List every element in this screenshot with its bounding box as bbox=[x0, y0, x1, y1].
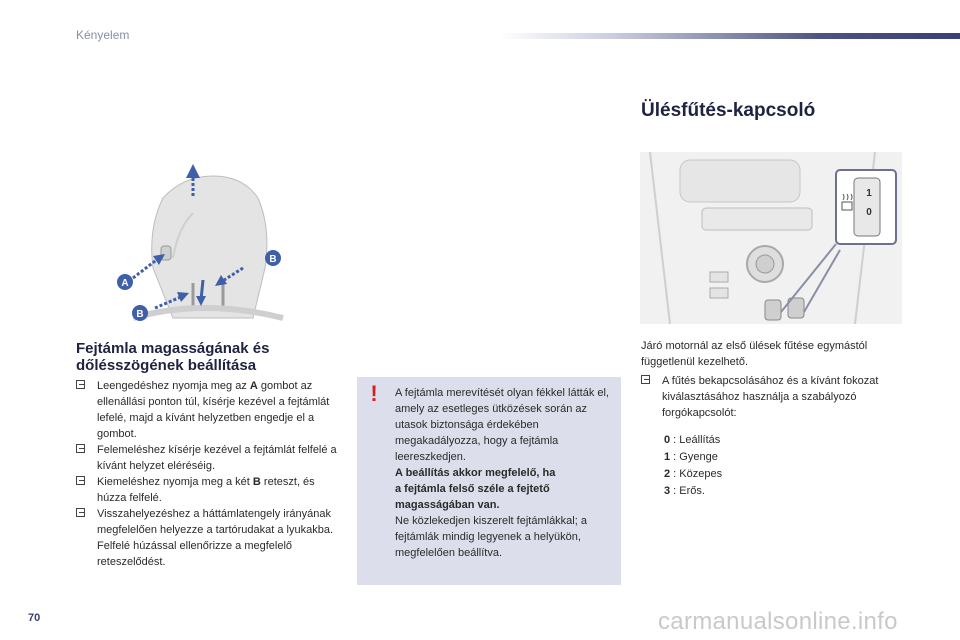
bullet-bold: A bbox=[249, 380, 258, 392]
label-b-text-right: B bbox=[269, 254, 277, 265]
bullet-text-end: reteszt, és húzza felfelé. bbox=[97, 476, 315, 504]
warning-outro: Ne közlekedjen kiszerelt fejtámlákkal; a fejtámlák mindig legyenek a helyükön, megfelelően beállítva. bbox=[395, 515, 587, 559]
warning-icon: ! bbox=[370, 381, 378, 406]
switch-mark-1: 1 bbox=[866, 188, 872, 199]
bullet-icon bbox=[76, 507, 85, 517]
label-b-badge-right bbox=[265, 250, 281, 266]
bullet-icon bbox=[76, 475, 85, 485]
warning-intro: A fejtámla merevítését olyan fékkel látták el, amely az esetleges ütközések során az utasok biztonsága érdekében megakadályozza, hogy a fejtámla leereszkedjen. bbox=[395, 387, 609, 463]
seat-heating-intro: Járó motornál az első ülések fűtése egymástól függetlenül kezelhető. bbox=[641, 340, 868, 368]
headrest-heading-line1: Fejtámla magasságának és bbox=[76, 340, 270, 357]
watermark: carmanualsonline.info bbox=[658, 608, 898, 635]
label-b-badge-left bbox=[132, 305, 148, 321]
bullet-icon bbox=[76, 379, 85, 389]
heated-seat-switch-inset bbox=[836, 170, 896, 244]
warning-bold-line2: a fejtámla felső széle a fejtető bbox=[395, 483, 550, 495]
seat-heating-instructions bbox=[641, 373, 901, 421]
level-row: 0 : Leállítás bbox=[664, 434, 721, 446]
section-title: Kényelem bbox=[76, 28, 130, 42]
level-row: 2 : Közepes bbox=[664, 468, 723, 480]
bullet-text: A fűtés bekapcsolásához és a kívánt fokozat kiválasztásához használja a szabályozó forgókapcsolót: bbox=[662, 375, 879, 419]
bullet-text: Visszahelyezéshez a háttámlatengely irányának megfelelően helyezze a tartórudakat a lyukakba. Felfelé húzással ellenőrizze a megfelelő reteszelődést. bbox=[97, 508, 334, 568]
header-gradient-bar bbox=[500, 33, 960, 39]
headrest-heading-line2: dőlésszögének beállítása bbox=[76, 357, 257, 374]
label-a-badge bbox=[117, 274, 133, 290]
headrest-instructions bbox=[76, 378, 338, 570]
bullet-bold: B bbox=[252, 476, 261, 488]
headrest-heading bbox=[76, 340, 336, 374]
bullet-icon bbox=[76, 443, 85, 453]
bullet-icon bbox=[641, 374, 650, 384]
warning-text bbox=[395, 385, 617, 561]
bullet-text: Felemeléshez kísérje kezével a fejtámlát felfelé a kívánt helyzet eléréséig. bbox=[97, 444, 337, 472]
level-row: 3 : Erős. bbox=[664, 485, 705, 497]
page-number: 70 bbox=[28, 612, 41, 624]
bullet-text-end: gombot az ellenállási ponton túl, kísérje kezével a fejtámlát lefelé, majd a kívánt helyzetben engedje el a gombot. bbox=[97, 380, 330, 440]
console-illustration bbox=[640, 152, 902, 324]
label-a-text: A bbox=[121, 278, 129, 289]
heating-levels bbox=[664, 432, 722, 500]
level-row: 1 : Gyenge bbox=[664, 451, 718, 463]
headrest-illustration bbox=[113, 158, 293, 328]
seat-heating-heading: Ülésfűtés-kapcsoló bbox=[641, 100, 816, 121]
bullet-text: Leengedéshez nyomja meg az bbox=[97, 380, 250, 392]
list-item bbox=[76, 474, 338, 506]
label-b-text-left: B bbox=[136, 309, 144, 320]
warning-bold-line1: A beállítás akkor megfelelő, ha bbox=[395, 467, 556, 479]
bullet-text: Kiemeléshez nyomja meg a két bbox=[97, 476, 253, 488]
warning-bold-line3: magasságában van. bbox=[395, 499, 500, 511]
list-item bbox=[641, 373, 901, 421]
list-item bbox=[76, 442, 338, 474]
switch-mark-0: 0 bbox=[866, 207, 872, 218]
list-item bbox=[76, 506, 338, 570]
list-item bbox=[76, 378, 338, 442]
